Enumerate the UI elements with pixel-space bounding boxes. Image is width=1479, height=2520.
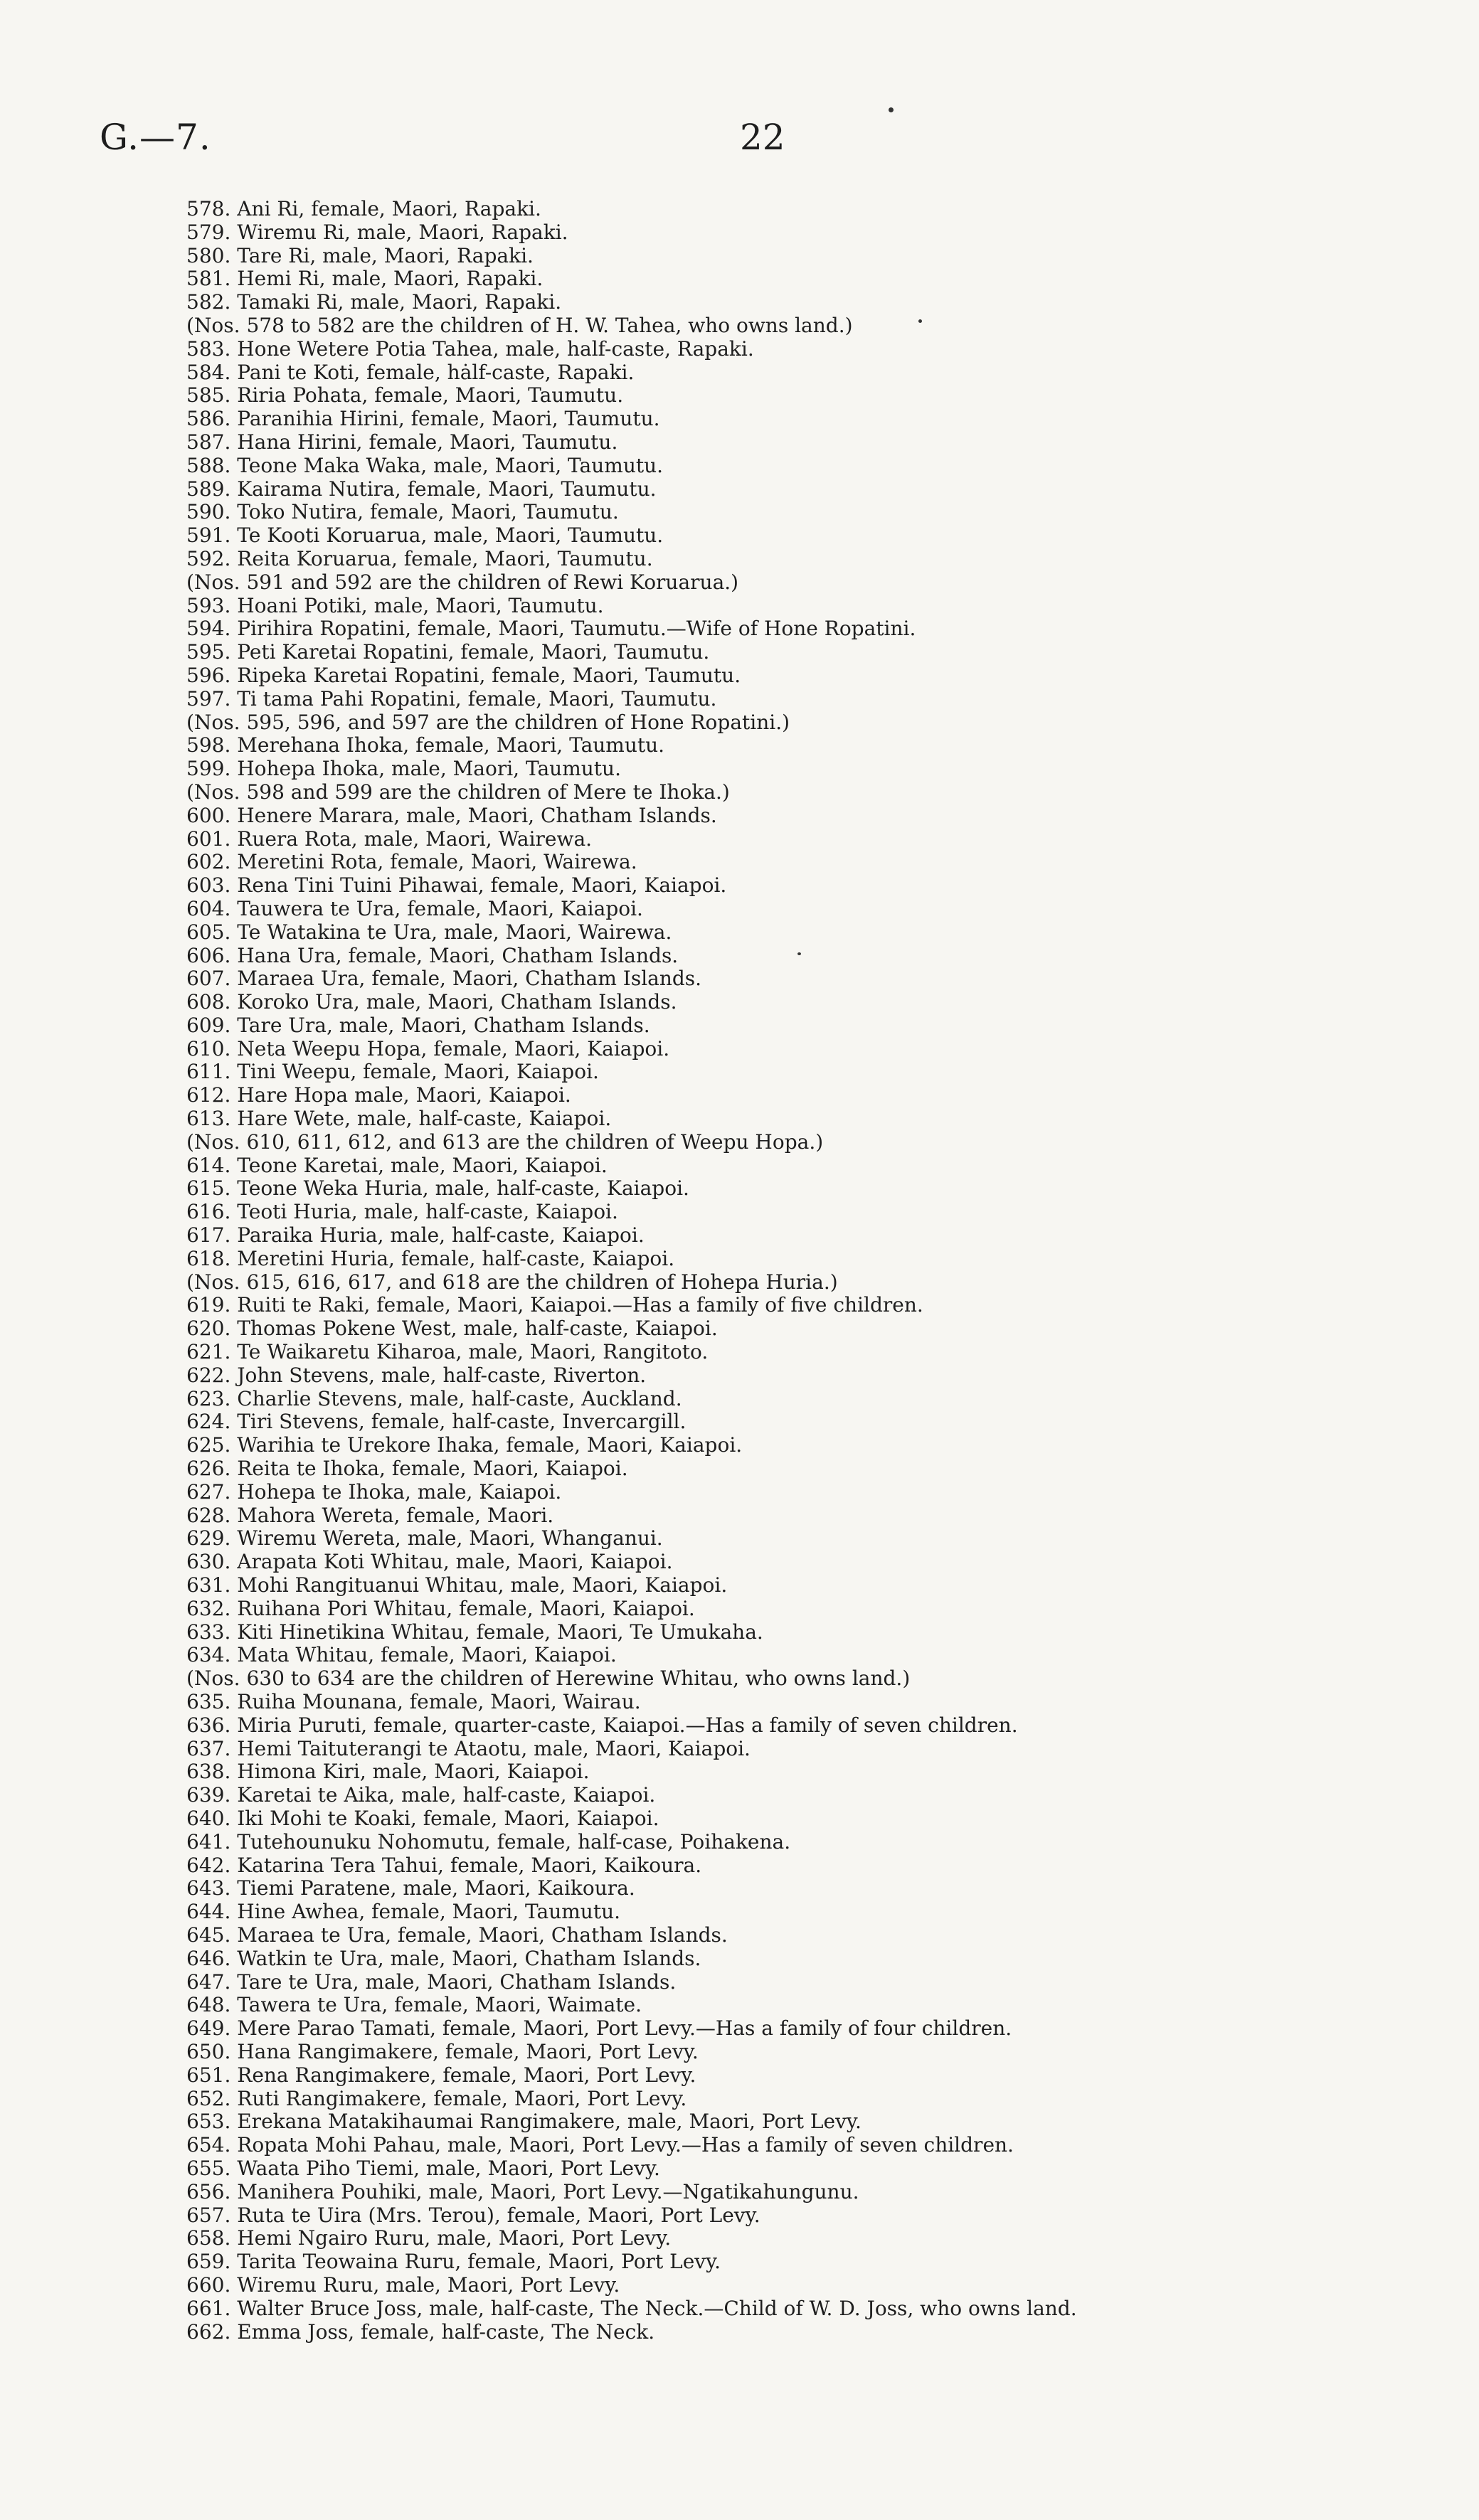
list-item: 638. Himona Kiri, male, Maori, Kaiapoi. <box>186 1760 590 1784</box>
list-item: 653. Erekana Matakihaumai Rangimakere, male, Maori, Port Levy. <box>186 2110 862 2134</box>
list-item: 614. Teone Karetai, male, Maori, Kaiapoi. <box>186 1153 608 1177</box>
list-item: 606. Hana Ura, female, Maori, Chatham Islands. <box>186 943 679 967</box>
list-item: 612. Hare Hopa male, Maori, Kaiapoi. <box>186 1083 571 1107</box>
list-item: 617. Paraika Huria, male, half-caste, Kaiapoi. <box>186 1223 645 1248</box>
list-item: 620. Thomas Pokene West, male, half-caste, Kaiapoi. <box>186 1317 718 1341</box>
list-item: 597. Ti tama Pahi Ropatini, female, Maori, Taumutu. <box>186 686 717 711</box>
list-item: 589. Kairama Nutira, female, Maori, Taumutu. <box>186 477 657 501</box>
list-item: 621. Te Waikaretu Kiharoa, male, Maori, Rangitoto. <box>186 1340 709 1364</box>
list-item: 649. Mere Parao Tamati, female, Maori, Port Levy.—Has a family of four children. <box>186 2016 1012 2041</box>
note-line: (Nos. 595, 596, and 597 are the children of Hone Ropatini.) <box>186 710 790 734</box>
list-item: 579. Wiremu Ri, male, Maori, Rapaki. <box>186 220 568 244</box>
list-item: 644. Hine Awhea, female, Maori, Taumutu. <box>186 1900 621 1924</box>
list-item: 585. Riria Pohata, female, Maori, Taumutu. <box>186 383 624 408</box>
list-item: 627. Hohepa te Ihoka, male, Kaiapoi. <box>186 1479 562 1504</box>
list-item: 636. Miria Puruti, female, quarter-caste, Kaiapoi.—Has a family of seven children. <box>186 1713 1018 1737</box>
list-item: 602. Meretini Rota, female, Maori, Wairewa. <box>186 850 637 874</box>
list-item: 608. Koroko Ura, male, Maori, Chatham Islands. <box>186 990 677 1014</box>
list-item: 598. Merehana Ihoka, female, Maori, Taumutu. <box>186 733 665 757</box>
entry-list <box>186 198 1396 2344</box>
list-item: 661. Walter Bruce Joss, male, half-caste, The Neck.—Child of W. D. Joss, who owns land. <box>186 2296 1077 2320</box>
list-item: 650. Hana Rangimakere, female, Maori, Port Levy. <box>186 2039 699 2063</box>
list-item: 595. Peti Karetai Ropatini, female, Maori, Taumutu. <box>186 640 710 664</box>
list-item: 633. Kiti Hinetikina Whitau, female, Maori, Te Umukaha. <box>186 1620 763 1644</box>
list-item: 646. Watkin te Ura, male, Maori, Chatham Islands. <box>186 1946 701 1970</box>
list-item: 601. Ruera Rota, male, Maori, Wairewa. <box>186 826 593 851</box>
list-item: 591. Te Kooti Koruarua, male, Maori, Taumutu. <box>186 523 664 548</box>
list-item: 605. Te Watakina te Ura, male, Maori, Wairewa. <box>186 920 672 944</box>
list-item: 618. Meretini Huria, female, half-caste, Kaiapoi. <box>186 1246 675 1270</box>
page-code: G.—7. <box>100 117 211 158</box>
list-item: 626. Reita te Ihoka, female, Maori, Kaiapoi. <box>186 1457 628 1481</box>
list-item: 590. Toko Nutira, female, Maori, Taumutu. <box>186 500 619 524</box>
list-item: 639. Karetai te Aika, male, half-caste, Kaiapoi. <box>186 1783 656 1807</box>
list-item: 580. Tare Ri, male, Maori, Rapaki. <box>186 243 534 267</box>
list-item: 623. Charlie Stevens, male, half-caste, Auckland. <box>186 1386 682 1410</box>
list-item: 656. Manihera Pouhiki, male, Maori, Port Levy.—Ngatikahungunu. <box>186 2179 859 2203</box>
list-item: 610. Neta Weepu Hopa, female, Maori, Kaiapoi. <box>186 1036 670 1060</box>
list-item: 622. John Stevens, male, half-caste, Riverton. <box>186 1363 647 1387</box>
list-item: 619. Ruiti te Raki, female, Maori, Kaiapoi.—Has a family of five children. <box>186 1293 923 1317</box>
list-item: 643. Tiemi Paratene, male, Maori, Kaikoura. <box>186 1876 635 1900</box>
list-item: 655. Waata Piho Tiemi, male, Maori, Port Levy. <box>186 2156 660 2180</box>
list-item: 593. Hoani Potiki, male, Maori, Taumutu. <box>186 593 604 617</box>
list-item: 615. Teone Weka Huria, male, half-caste, Kaiapoi. <box>186 1176 689 1201</box>
list-item: 635. Ruiha Mounana, female, Maori, Wairau. <box>186 1690 641 1713</box>
list-item: 634. Mata Whitau, female, Maori, Kaiapoi. <box>186 1643 617 1667</box>
list-item: 604. Tauwera te Ura, female, Maori, Kaiapoi. <box>186 896 643 920</box>
list-item: 648. Tawera te Ura, female, Maori, Waimate. <box>186 1993 642 2017</box>
note-line: (Nos. 591 and 592 are the children of Rewi Koruarua.) <box>186 570 739 594</box>
list-item: 660. Wiremu Ruru, male, Maori, Port Levy. <box>186 2272 620 2297</box>
page-number: 22 <box>740 117 785 158</box>
list-item: 629. Wiremu Wereta, male, Maori, Whanganui. <box>186 1526 663 1551</box>
note-line: (Nos. 598 and 599 are the children of Mere te Ihoka.) <box>186 780 730 804</box>
list-item: 592. Reita Koruarua, female, Maori, Taumutu. <box>186 546 653 570</box>
note-line: (Nos. 630 to 634 are the children of Herewine Whitau, who owns land.) <box>186 1666 911 1691</box>
list-item: 583. Hone Wetere Potia Tahea, male, half-caste, Rapaki. <box>186 336 754 361</box>
list-item: 587. Hana Hirini, female, Maori, Taumutu. <box>186 430 618 454</box>
note-line: (Nos. 610, 611, 612, and 613 are the children of Weepu Hopa.) <box>186 1129 824 1154</box>
list-item: 659. Tarita Teowaina Ruru, female, Maori, Port Levy. <box>186 2250 721 2274</box>
list-item: 654. Ropata Mohi Pahau, male, Maori, Port Levy.—Has a family of seven children. <box>186 2133 1014 2157</box>
list-item: 586. Paranihia Hirini, female, Maori, Taumutu. <box>186 407 660 431</box>
list-item: 582. Tamaki Ri, male, Maori, Rapaki. <box>186 290 562 314</box>
list-item: 613. Hare Wete, male, half-caste, Kaiapoi. <box>186 1107 612 1131</box>
list-item: 645. Maraea te Ura, female, Maori, Chatham Islands. <box>186 1923 728 1947</box>
list-item: 662. Emma Joss, female, half-caste, The Neck. <box>186 2319 655 2344</box>
note-line: (Nos. 615, 616, 617, and 618 are the children of Hohepa Huria.) <box>186 1270 838 1294</box>
list-item: 625. Warihia te Urekore Ihaka, female, Maori, Kaiapoi. <box>186 1433 743 1457</box>
list-item: 637. Hemi Taituterangi te Ataotu, male, Maori, Kaiapoi. <box>186 1736 751 1760</box>
list-item: 624. Tiri Stevens, female, half-caste, Invercargill. <box>186 1410 687 1434</box>
list-item: 630. Arapata Koti Whitau, male, Maori, Kaiapoi. <box>186 1550 673 1574</box>
list-item: 631. Mohi Rangituanui Whitau, male, Maori, Kaiapoi. <box>186 1573 728 1597</box>
speck-mark <box>889 107 894 112</box>
list-item: 616. Teoti Huria, male, half-caste, Kaiapoi. <box>186 1200 618 1224</box>
list-item: 584. Pani te Koti, female, hȧlf-caste, Rapaki. <box>186 360 635 384</box>
list-item: 603. Rena Tini Tuini Pihawai, female, Maori, Kaiapoi. <box>186 873 727 898</box>
list-item: 652. Ruti Rangimakere, female, Maori, Port Levy. <box>186 2086 687 2110</box>
list-item: 647. Tare te Ura, male, Maori, Chatham Islands. <box>186 1969 677 1994</box>
list-item: 599. Hohepa Ihoka, male, Maori, Taumutu. <box>186 757 621 781</box>
list-item: 657. Ruta te Uira (Mrs. Terou), female, Maori, Port Levy. <box>186 2203 760 2227</box>
list-item: 658. Hemi Ngairo Ruru, male, Maori, Port Levy. <box>186 2226 672 2250</box>
note-line: (Nos. 578 to 582 are the children of H. W. Tahea, who owns land.) <box>186 313 853 337</box>
list-item: 581. Hemi Ri, male, Maori, Rapaki. <box>186 267 544 291</box>
list-item: 632. Ruihana Pori Whitau, female, Maori, Kaiapoi. <box>186 1596 695 1620</box>
list-item: 609. Tare Ura, male, Maori, Chatham Islands. <box>186 1013 650 1037</box>
list-item: 594. Pirihira Ropatini, female, Maori, Taumutu.—Wife of Hone Ropatini. <box>186 617 916 641</box>
list-item: 628. Mahora Wereta, female, Maori. <box>186 1503 554 1527</box>
list-item: 596. Ripeka Karetai Ropatini, female, Maori, Taumutu. <box>186 663 741 687</box>
list-item: 600. Henere Marara, male, Maori, Chatham Islands. <box>186 803 717 827</box>
list-item: 578. Ani Ri, female, Maori, Rapaki. <box>186 197 541 220</box>
list-item: 607. Maraea Ura, female, Maori, Chatham Islands. <box>186 967 702 991</box>
list-item: 651. Rena Rangimakere, female, Maori, Port Levy. <box>186 2063 696 2087</box>
list-item: 641. Tutehounuku Nohomutu, female, half-case, Poihakena. <box>186 1829 791 1854</box>
list-item: 642. Katarina Tera Tahui, female, Maori, Kaikoura. <box>186 1853 702 1877</box>
list-item: 611. Tini Weepu, female, Maori, Kaiapoi. <box>186 1060 599 1084</box>
list-item: 588. Teone Maka Waka, male, Maori, Taumutu. <box>186 453 664 477</box>
list-item: 640. Iki Mohi te Koaki, female, Maori, Kaiapoi. <box>186 1806 659 1830</box>
